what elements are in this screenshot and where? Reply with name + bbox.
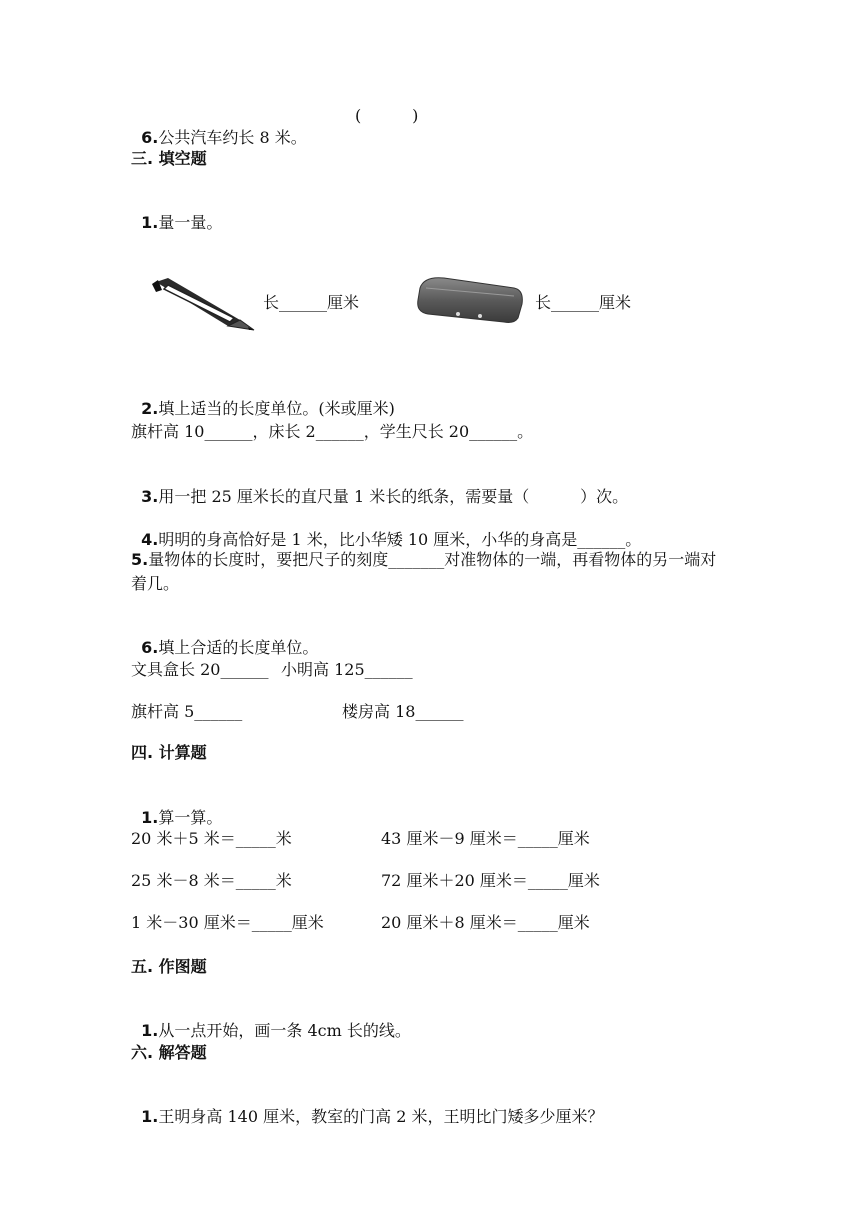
question-number: 1.: [141, 1021, 159, 1040]
calc-item[interactable]: 43 厘米－9 厘米＝_____厘米: [381, 829, 590, 848]
eraser-length-blank[interactable]: 长______厘米: [535, 293, 632, 312]
unit-blank-xiaoming-height[interactable]: 小明高 125______: [281, 660, 413, 679]
question-text[interactable]: 用一把 25 厘米长的直尺量 1 米长的纸条，需要量（ ）次。: [158, 487, 629, 506]
fill-question-6: [131, 615, 318, 659]
answer-question-1: [131, 1084, 603, 1128]
calc-item[interactable]: 20 厘米＋8 厘米＝_____厘米: [381, 913, 590, 932]
judge-question-6: [131, 105, 307, 149]
section-title-drawing: 五. 作图题: [131, 957, 207, 976]
unit-blank-pencil-box[interactable]: 文具盒长 20______: [131, 660, 269, 679]
question-text[interactable]: 量物体的长度时，要把尺子的刻度_______对准物体的一端，再看物体的另一端对着几。: [131, 550, 717, 593]
question-number: 1.: [141, 808, 159, 827]
question-number: 3.: [141, 487, 159, 506]
question-text[interactable]: 明明的身高恰好是 1 米，比小华矮 10 厘米，小华的身高是______。: [158, 530, 642, 549]
question-text: 量一量。: [158, 213, 223, 232]
fill-question-2-blanks[interactable]: 旗杆高 10______，床长 2______，学生尺长 20______。: [131, 422, 534, 441]
fill-question-3: [131, 464, 628, 508]
fill-question-2: [131, 376, 395, 420]
question-text: 王明身高 140 厘米，教室的门高 2 米，王明比门矮多少厘米？: [158, 1107, 604, 1126]
question-number: 1.: [141, 213, 159, 232]
calc-item[interactable]: 72 厘米＋20 厘米＝_____厘米: [381, 871, 600, 890]
drawing-question-1: [131, 998, 411, 1042]
unit-blank-flagpole[interactable]: 旗杆高 5______: [131, 702, 243, 721]
fill-question-4: [131, 507, 641, 551]
question-number: 6.: [141, 128, 159, 147]
section-title-answer: 六. 解答题: [131, 1043, 207, 1062]
fill-question-5: [131, 548, 731, 596]
fill-question-1: [131, 190, 222, 234]
pencil-length-blank[interactable]: 长______厘米: [263, 293, 360, 312]
eraser-icon: [414, 274, 526, 326]
pencil-icon: [148, 276, 258, 336]
answer-parentheses[interactable]: ( ): [355, 106, 419, 125]
unit-blank-building[interactable]: 楼房高 18______: [342, 702, 464, 721]
question-number: 5.: [131, 550, 149, 569]
question-text: 从一点开始，画一条 4cm 长的线。: [158, 1021, 411, 1040]
calc-item[interactable]: 20 米＋5 米＝_____米: [131, 829, 292, 848]
calc-item[interactable]: 25 米－8 米＝_____米: [131, 871, 292, 890]
question-number: 4.: [141, 530, 159, 549]
question-number: 2.: [141, 399, 159, 418]
question-text: 填上适当的长度单位。(米或厘米): [158, 399, 395, 418]
question-number: 6.: [141, 638, 159, 657]
question-number: 1.: [141, 1107, 159, 1126]
question-text: 算一算。: [158, 808, 223, 827]
section-title-calculation: 四. 计算题: [131, 743, 207, 762]
calc-item[interactable]: 1 米－30 厘米＝_____厘米: [131, 913, 324, 932]
question-text: 公共汽车约长 8 米。: [158, 128, 307, 147]
calc-question-1: [131, 785, 222, 829]
section-title-fill-blank: 三. 填空题: [131, 149, 207, 168]
question-text: 填上合适的长度单位。: [158, 638, 319, 657]
